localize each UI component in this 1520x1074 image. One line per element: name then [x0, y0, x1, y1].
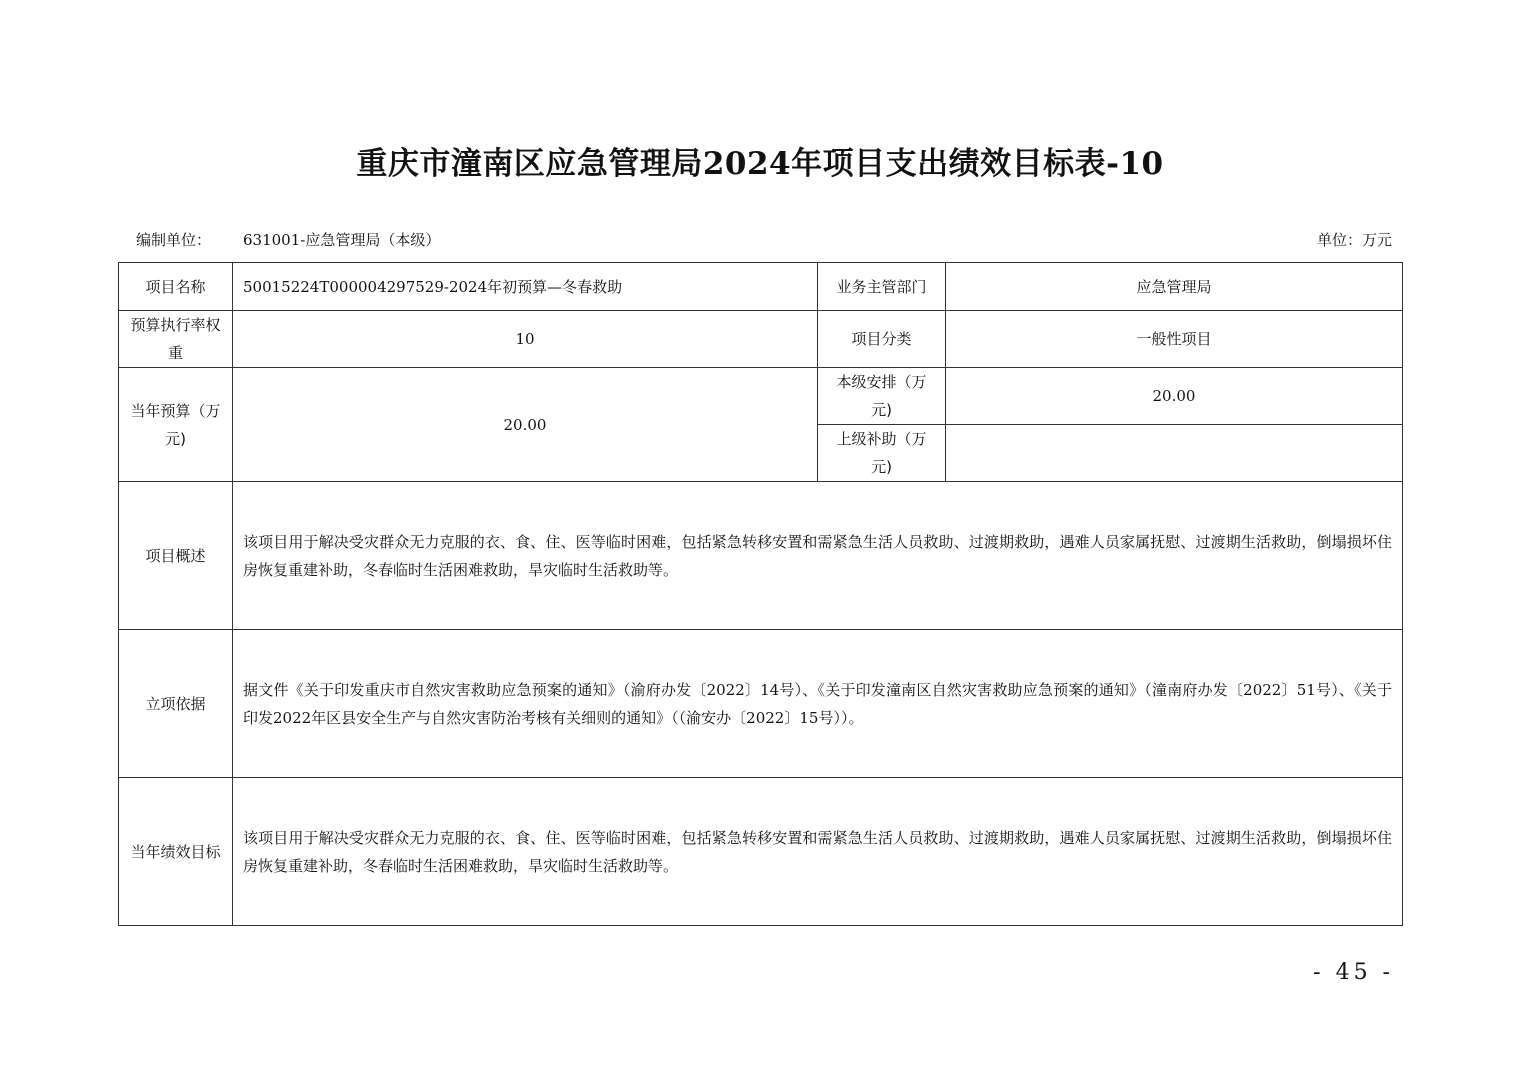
category-value: 一般性项目 [946, 311, 1403, 368]
overview-label: 项目概述 [119, 482, 233, 630]
currency-unit: 单位：万元 [1316, 231, 1392, 249]
table-row [119, 630, 1403, 778]
local-alloc-value: 20.00 [946, 368, 1403, 425]
table-row [119, 482, 1403, 630]
category-label: 项目分类 [818, 311, 946, 368]
table-row [119, 368, 1403, 425]
table-row [119, 263, 1403, 311]
dept-value: 应急管理局 [946, 263, 1403, 311]
page-title: 重庆市潼南区应急管理局2024年项目支出绩效目标表-10 [356, 146, 1164, 182]
compile-unit-label: 编制单位： [136, 231, 212, 249]
upper-subsidy-label: 上级补助（万元) [818, 425, 946, 482]
upper-subsidy-value [946, 425, 1403, 482]
local-alloc-label: 本级安排（万元) [818, 368, 946, 425]
project-name-label: 项目名称 [119, 263, 233, 311]
compile-unit-value: 631001-应急管理局（本级） [243, 231, 441, 249]
overview-value: 该项目用于解决受灾群众无力克服的衣、食、住、医等临时困难，包括紧急转移安置和需紧急生活人员救助、过渡期救助，遇难人员家属抚慰、过渡期生活救助，倒塌损坏住房恢复重建补助，冬春临时生活困难救助，旱灾临时生活救助等。 [233, 482, 1403, 630]
goal-label: 当年绩效目标 [119, 778, 233, 926]
basis-value: 据文件《关于印发重庆市自然灾害救助应急预案的通知》（渝府办发〔2022〕14号）、《关于印发潼南区自然灾害救助应急预案的通知》（潼南府办发〔2022〕51号）、《关于印发2022年区县安全生产与自然灾害防治考核有关细则的通知》（（渝安办〔2022〕15号））。 [233, 630, 1403, 778]
project-name-value: 50015224T000004297529-2024年初预算—冬春救助 [233, 263, 818, 311]
budget-rate-label: 预算执行率权重 [119, 311, 233, 368]
table-row [119, 311, 1403, 368]
annual-budget-value: 20.00 [233, 368, 818, 482]
annual-budget-label: 当年预算（万元) [119, 368, 233, 482]
dept-label: 业务主管部门 [818, 263, 946, 311]
performance-goal-table [118, 262, 1403, 926]
table-row [119, 778, 1403, 926]
page-number: - 45 - [1313, 960, 1394, 985]
basis-label: 立项依据 [119, 630, 233, 778]
goal-value: 该项目用于解决受灾群众无力克服的衣、食、住、医等临时困难，包括紧急转移安置和需紧急生活人员救助、过渡期救助，遇难人员家属抚慰、过渡期生活救助，倒塌损坏住房恢复重建补助，冬春临时生活困难救助，旱灾临时生活救助等。 [233, 778, 1403, 926]
budget-rate-value: 10 [233, 311, 818, 368]
